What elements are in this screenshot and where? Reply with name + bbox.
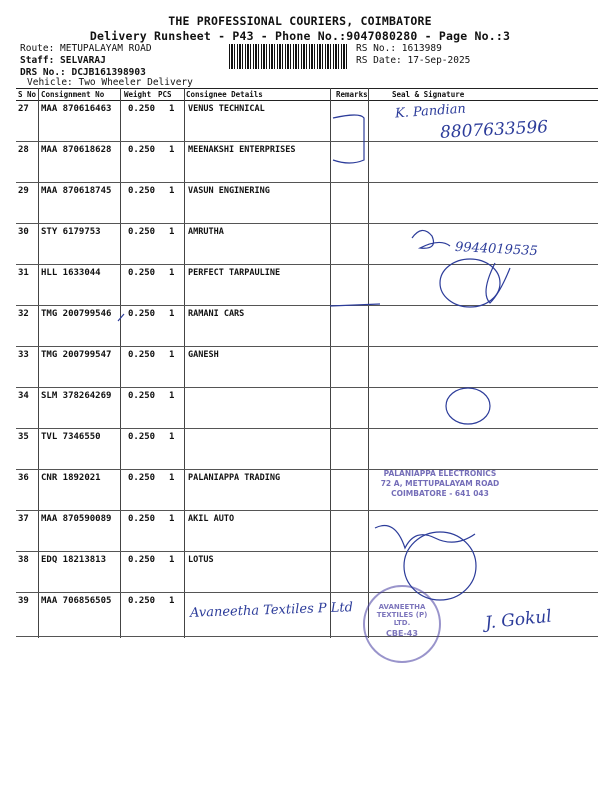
row-weight: 0.250 [128, 514, 156, 524]
round-stamp-30 [440, 259, 500, 307]
row-consignment: MAA 870616463 [41, 104, 112, 114]
row-weight: 0.250 [128, 473, 156, 483]
row-weight: 0.250 [128, 268, 156, 278]
barcode [229, 44, 349, 69]
row-pcs: 1 [169, 350, 175, 360]
row-consignee: PALANIAPPA TRADING [188, 473, 281, 483]
signature-scribble [412, 230, 450, 248]
row-consignee: GANESH [188, 350, 219, 360]
col-remarks: Remarks [336, 90, 368, 99]
col-seal: Seal & Signature [392, 90, 465, 99]
phone-row27: 8807633596 [439, 117, 549, 143]
seal-text: AVANEETHA TEXTILES (P) LTD. [376, 603, 428, 627]
ink-tick [118, 314, 124, 321]
row-weight: 0.250 [128, 227, 156, 237]
row-sno: 30 [18, 227, 29, 237]
row-consignment: MAA 706856505 [41, 596, 112, 606]
ink-line [330, 304, 380, 306]
row-weight: 0.250 [128, 350, 156, 360]
col-consignee: Consignee Details [186, 90, 263, 99]
row-pcs: 1 [169, 391, 175, 401]
row-weight: 0.250 [128, 186, 156, 196]
row-sno: 36 [18, 473, 29, 483]
signature-row39: J. Gokul [484, 606, 553, 634]
row-consignee: LOTUS [188, 555, 214, 565]
runsheet-title: Delivery Runsheet - P43 - Phone No.:9047080280 - Page No.:3 [89, 29, 511, 43]
row-consignment: TMG 200799547 [41, 350, 112, 360]
row-consignee: RAMANI CARS [188, 309, 245, 319]
row-pcs: 1 [169, 268, 175, 278]
round-stamp-38 [404, 532, 476, 600]
stamp-line: 72 A, METTUPALAYAM ROAD [380, 479, 500, 488]
vehicle-text: Vehicle: Two Wheeler Delivery [27, 77, 193, 88]
row-pcs: 1 [169, 145, 175, 155]
rs-date: RS Date: 17-Sep-2025 [356, 55, 471, 66]
col-consignment: Consignment No [41, 90, 105, 99]
row-consignment: EDQ 18213813 [41, 555, 107, 565]
signature-scribble [375, 526, 475, 549]
row-sno: 32 [18, 309, 29, 319]
round-stamp-34 [446, 388, 490, 424]
row-weight: 0.250 [128, 104, 156, 114]
row-pcs: 1 [169, 596, 175, 606]
row-consignee: MEENAKSHI ENTERPRISES [188, 145, 296, 155]
row-sno: 31 [18, 268, 29, 278]
row-consignment: CNR 1892021 [41, 473, 101, 483]
row-pcs: 1 [169, 432, 175, 442]
row-pcs: 1 [169, 514, 175, 524]
row-consignment: HLL 1633044 [41, 268, 101, 278]
row-pcs: 1 [169, 309, 175, 319]
handwritten-name-row39: Avaneetha Textiles P Ltd [189, 600, 354, 621]
row-consignment: TVL 7346550 [41, 432, 101, 442]
stamp-line: COIMBATORE - 641 043 [391, 489, 489, 498]
company-title: THE PROFESSIONAL COURIERS, COIMBATORE [168, 14, 432, 28]
remark-bracket [333, 115, 364, 163]
col-pcs: PCS [158, 90, 172, 99]
row-weight: 0.250 [128, 432, 156, 442]
row-consignment: MAA 870590089 [41, 514, 112, 524]
row-consignee: AKIL AUTO [188, 514, 235, 524]
row-consignee: VASUN ENGINERING [188, 186, 270, 196]
row-consignment: MAA 870618745 [41, 186, 112, 196]
row-weight: 0.250 [128, 596, 156, 606]
row-sno: 39 [18, 596, 29, 606]
row-weight: 0.250 [128, 391, 156, 401]
row-consignee: PERFECT TARPAULINE [188, 268, 281, 278]
row-sno: 33 [18, 350, 29, 360]
row-sno: 29 [18, 186, 29, 196]
drs-text: DRS No.: DCJB161398903 [20, 67, 146, 78]
signature-row27: K. Pandian [394, 101, 467, 122]
row-pcs: 1 [169, 473, 175, 483]
seal-city: CBE-43 [386, 629, 418, 638]
row-consignment: TMG 200799546 [41, 309, 112, 319]
ink-marks [0, 88, 600, 648]
row-weight: 0.250 [128, 145, 156, 155]
staff-text: Staff: SELVARAJ [20, 55, 106, 66]
row-weight: 0.250 [128, 309, 156, 319]
row-sno: 27 [18, 104, 29, 114]
row-sno: 34 [18, 391, 29, 401]
row-weight: 0.250 [128, 555, 156, 565]
row-pcs: 1 [169, 104, 175, 114]
row-consignment: MAA 870618628 [41, 145, 112, 155]
phone-row30: 9944019535 [454, 239, 539, 260]
row-pcs: 1 [169, 227, 175, 237]
row-sno: 28 [18, 145, 29, 155]
row-sno: 38 [18, 555, 29, 565]
col-sno: S No [18, 90, 37, 99]
row-consignment: SLM 378264269 [41, 391, 112, 401]
signature-scribble [486, 263, 510, 303]
col-weight: Weight [124, 90, 152, 99]
row-consignee: AMRUTHA [188, 227, 224, 237]
route-text: Route: METUPALAYAM ROAD [20, 43, 152, 54]
rs-no: RS No.: 1613989 [356, 43, 442, 54]
row-consignee: VENUS TECHNICAL [188, 104, 265, 114]
row-consignment: STY 6179753 [41, 227, 101, 237]
row-pcs: 1 [169, 186, 175, 196]
row-sno: 37 [18, 514, 29, 524]
row-sno: 35 [18, 432, 29, 442]
stamp-line: PALANIAPPA ELECTRONICS [383, 469, 497, 478]
row-pcs: 1 [169, 555, 175, 565]
